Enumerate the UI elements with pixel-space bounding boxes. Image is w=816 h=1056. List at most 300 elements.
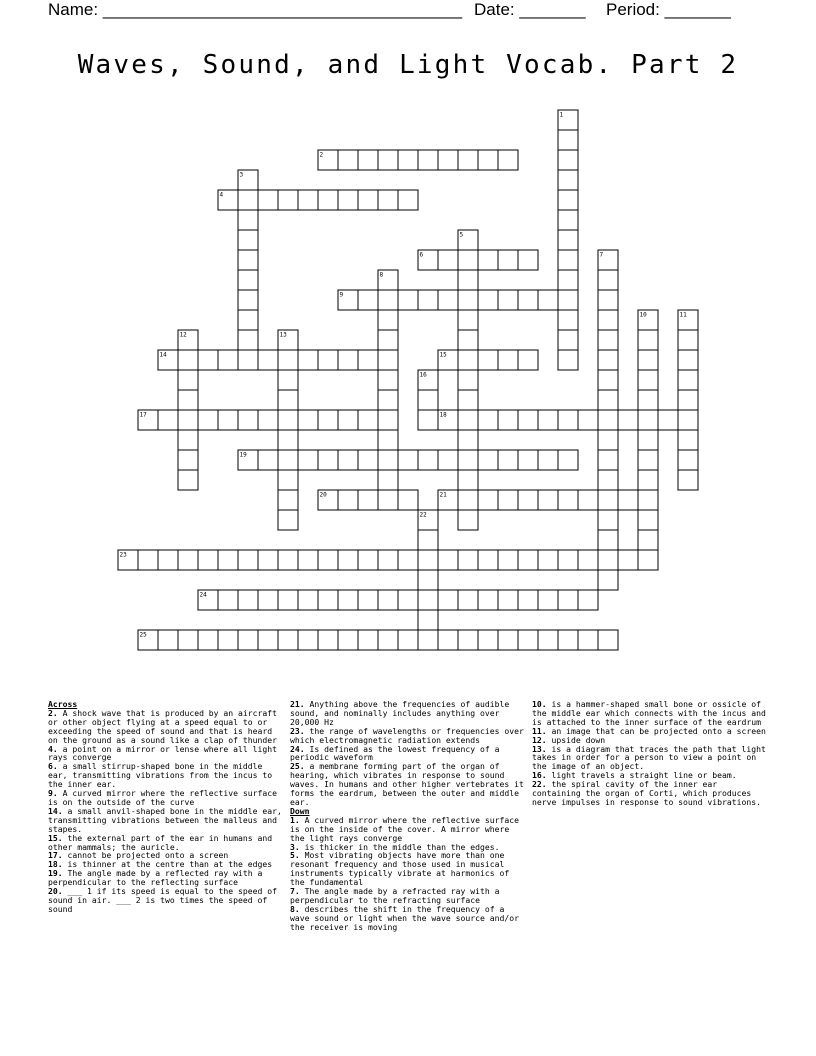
crossword-cell[interactable] [318,350,338,370]
crossword-cell[interactable] [278,190,298,210]
crossword-cell[interactable] [458,250,478,270]
crossword-cell[interactable] [238,210,258,230]
down-heading: Down [290,805,310,816]
crossword-cell[interactable] [478,350,498,370]
crossword-cell[interactable] [458,510,478,530]
crossword-cell[interactable] [258,550,278,570]
clue-number: 14. [48,805,63,816]
crossword-cell[interactable] [158,630,178,650]
crossword-cell[interactable] [558,410,578,430]
cell-number-label: 6 [419,251,424,259]
crossword-cell[interactable] [638,390,658,410]
crossword-cell[interactable] [558,350,578,370]
crossword-cell[interactable] [378,370,398,390]
cell-number-label: 24 [199,591,207,599]
crossword-cell[interactable] [458,350,478,370]
cell-number-label: 9 [339,291,344,299]
crossword-cell[interactable] [458,470,478,490]
clue-text: The angle made by a refracted ray with a perpendicular to the refracting surface [290,886,500,905]
crossword-cell[interactable] [398,150,418,170]
crossword-cell[interactable] [278,490,298,510]
crossword-cell[interactable] [178,390,198,410]
crossword-cell[interactable] [598,270,618,290]
clue-number: 5. [290,850,300,861]
crossword-cell[interactable] [378,150,398,170]
crossword-cell[interactable] [238,350,258,370]
crossword-cell[interactable] [278,510,298,530]
crossword-cell[interactable] [358,350,378,370]
crossword-cell[interactable] [458,410,478,430]
crossword-cell[interactable] [238,290,258,310]
crossword-cell[interactable] [358,150,378,170]
crossword-cell[interactable] [558,630,578,650]
crossword-cell[interactable] [278,390,298,410]
crossword-cell[interactable] [458,430,478,450]
crossword-cell[interactable] [358,450,378,470]
crossword-cell[interactable] [578,590,598,610]
clue-text: A curved mirror where the reflective surface is on the outside of the curve [48,788,278,807]
clue-number: 15. [48,832,63,843]
crossword-cell[interactable] [518,590,538,610]
crossword-cell[interactable] [558,150,578,170]
clue-item [48,709,284,745]
crossword-cell[interactable] [458,390,478,410]
crossword-cell[interactable] [458,310,478,330]
crossword-cell[interactable] [358,190,378,210]
crossword-cell[interactable] [438,250,458,270]
crossword-cell[interactable] [358,630,378,650]
crossword-cell[interactable] [518,290,538,310]
crossword-cell[interactable] [598,470,618,490]
crossword-cell[interactable] [178,350,198,370]
cell-number-label: 25 [139,631,147,639]
down-clue-list [290,816,526,932]
crossword-cell[interactable] [338,630,358,650]
crossword-cell[interactable] [298,410,318,430]
crossword-cell[interactable] [438,550,458,570]
crossword-cell[interactable] [538,290,558,310]
crossword-cell[interactable] [158,550,178,570]
crossword-cell[interactable] [498,590,518,610]
crossword-cell[interactable] [138,550,158,570]
crossword-cell[interactable] [498,630,518,650]
crossword-cell[interactable] [518,490,538,510]
crossword-cell[interactable] [358,410,378,430]
crossword-cell[interactable] [538,450,558,470]
clue-number: 6. [48,761,58,772]
crossword-cell[interactable] [598,310,618,330]
crossword-cell[interactable] [558,590,578,610]
crossword-cell[interactable] [258,450,278,470]
crossword-cell[interactable] [478,450,498,470]
crossword-cell[interactable] [318,450,338,470]
crossword-cell[interactable] [478,630,498,650]
crossword-cell[interactable] [538,630,558,650]
crossword-cell[interactable] [578,630,598,650]
crossword-cell[interactable] [418,630,438,650]
crossword-cell[interactable] [378,550,398,570]
clue-number: 1. [290,814,300,825]
crossword-cell[interactable] [338,150,358,170]
crossword-cell[interactable] [678,410,698,430]
crossword-cell[interactable] [498,150,518,170]
crossword-cell[interactable] [438,290,458,310]
clue-number: 10. [532,699,547,709]
crossword-cell[interactable] [578,410,598,430]
crossword-cell[interactable] [378,410,398,430]
crossword-cell[interactable] [418,450,438,470]
clue-text: A curved mirror where the reflective surface is on the inside of the cover. A mirror where the light rays converge [290,814,520,843]
crossword-cell[interactable] [378,290,398,310]
crossword-cell[interactable] [418,570,438,590]
crossword-cell[interactable] [418,390,438,410]
crossword-cell[interactable] [158,410,178,430]
crossword-cell[interactable] [278,630,298,650]
cell-number-label: 8 [379,271,384,279]
clue-number: 3. [290,841,300,852]
clue-item [48,762,284,789]
crossword-cell[interactable] [178,450,198,470]
crossword-cell[interactable] [518,250,538,270]
crossword-cell[interactable] [458,330,478,350]
crossword-cell[interactable] [338,550,358,570]
crossword-cell[interactable] [558,250,578,270]
crossword-cell[interactable] [598,570,618,590]
crossword-cell[interactable] [558,310,578,330]
clue-item [290,727,526,745]
crossword-cell[interactable] [598,370,618,390]
crossword-cell[interactable] [498,550,518,570]
crossword-cell[interactable] [678,450,698,470]
crossword-cell[interactable] [238,230,258,250]
crossword-cell[interactable] [398,450,418,470]
clue-text: a membrane forming part of the organ of hearing, which vibrates in response to sound waves. In humans and other higher vertebrates it forms the eardrum, between the outer and middle ear. [290,761,524,807]
crossword-cell[interactable] [478,290,498,310]
crossword-cell[interactable] [458,590,478,610]
crossword-cell[interactable] [178,370,198,390]
period-field-label[interactable]: Period: _______ [606,0,731,19]
crossword-cell[interactable] [378,470,398,490]
cell-number-label: 15 [439,351,447,359]
crossword-cell[interactable] [498,250,518,270]
crossword-cell[interactable] [678,350,698,370]
crossword-cell[interactable] [598,390,618,410]
crossword-cell[interactable] [238,590,258,610]
crossword-cell[interactable] [358,490,378,510]
crossword-cell[interactable] [198,550,218,570]
crossword-cell[interactable] [458,630,478,650]
crossword-cell[interactable] [638,410,658,430]
crossword-cell[interactable] [478,590,498,610]
crossword-cell[interactable] [378,490,398,510]
crossword-cell[interactable] [458,150,478,170]
crossword-cell[interactable] [358,290,378,310]
crossword-cell[interactable] [218,590,238,610]
crossword-cell[interactable] [558,210,578,230]
crossword-cell[interactable] [478,250,498,270]
crossword-cell[interactable] [458,370,478,390]
crossword-cell[interactable] [518,550,538,570]
crossword-cell[interactable] [458,270,478,290]
clue-item [290,700,526,727]
crossword-cell[interactable] [638,350,658,370]
crossword-cell[interactable] [278,470,298,490]
crossword-cell[interactable] [218,410,238,430]
crossword-cell[interactable] [598,490,618,510]
crossword-cell[interactable] [418,410,438,430]
crossword-cell[interactable] [258,190,278,210]
crossword-cell[interactable] [178,410,198,430]
crossword-cell[interactable] [338,590,358,610]
crossword-cell[interactable] [598,550,618,570]
cell-number-label: 14 [159,351,167,359]
crossword-cell[interactable] [558,190,578,210]
crossword-cell[interactable] [198,350,218,370]
crossword-cell[interactable] [238,630,258,650]
crossword-cell[interactable] [238,310,258,330]
crossword-cell[interactable] [278,410,298,430]
crossword-cell[interactable] [238,190,258,210]
crossword-cell[interactable] [658,410,678,430]
crossword-cell[interactable] [238,270,258,290]
crossword-cell[interactable] [558,170,578,190]
crossword-cell[interactable] [378,450,398,470]
crossword-cell[interactable] [618,490,638,510]
crossword-cell[interactable] [178,470,198,490]
clue-item [290,851,526,887]
crossword-cell[interactable] [198,410,218,430]
crossword-cell[interactable] [538,410,558,430]
crossword-cell[interactable] [258,630,278,650]
crossword-cell[interactable] [378,590,398,610]
crossword-cell[interactable] [298,450,318,470]
crossword-cell[interactable] [578,550,598,570]
crossword-cell[interactable] [638,530,658,550]
crossword-cell[interactable] [678,470,698,490]
crossword-cell[interactable] [318,550,338,570]
crossword-cell[interactable] [638,370,658,390]
date-field-label[interactable]: Date: _______ [474,0,586,19]
crossword-cell[interactable] [278,590,298,610]
crossword-cell[interactable] [558,230,578,250]
crossword-cell[interactable] [478,150,498,170]
crossword-cell[interactable] [598,330,618,350]
crossword-cell[interactable] [418,590,438,610]
crossword-cell[interactable] [558,290,578,310]
crossword-cell[interactable] [638,490,658,510]
crossword-cell[interactable] [678,370,698,390]
crossword-cell[interactable] [438,150,458,170]
crossword-cell[interactable] [178,630,198,650]
cell-number-label: 17 [139,411,147,419]
crossword-cell[interactable] [258,590,278,610]
clue-number: 7. [290,886,300,897]
crossword-cell[interactable] [398,290,418,310]
crossword-cell[interactable] [438,590,458,610]
crossword-cell[interactable] [678,390,698,410]
crossword-cell[interactable] [258,410,278,430]
crossword-cell[interactable] [638,330,658,350]
crossword-cell[interactable] [398,190,418,210]
crossword-cell[interactable] [418,150,438,170]
crossword-cell[interactable] [298,350,318,370]
crossword-cell[interactable] [218,630,238,650]
crossword-cell[interactable] [458,290,478,310]
crossword-cell[interactable] [478,410,498,430]
crossword-cell[interactable] [598,530,618,550]
crossword-cell[interactable] [278,370,298,390]
crossword-cell[interactable] [638,430,658,450]
clue-text: a small anvil-shaped bone in the middle ear, transmitting vibrations between the malleus and stapes. [48,805,282,834]
crossword-cell[interactable] [338,410,358,430]
crossword-cell[interactable] [258,350,278,370]
crossword-cell[interactable] [418,290,438,310]
clue-number: 22. [532,779,547,790]
crossword-cell[interactable] [318,410,338,430]
puzzle-title: Waves, Sound, and Light Vocab. Part 2 [77,50,739,80]
crossword-cell[interactable] [318,630,338,650]
crossword-cell[interactable] [378,330,398,350]
clue-text: cannot be projected onto a screen [62,850,229,861]
crossword-cell[interactable] [278,550,298,570]
crossword-cell[interactable] [558,550,578,570]
crossword-cell[interactable] [598,450,618,470]
crossword-cell[interactable] [238,330,258,350]
crossword-cell[interactable] [298,630,318,650]
clue-text: is a hammer-shaped small bone or ossicle of the middle ear which connects with the incus and is attached to the inner surface of the eardrum [532,699,766,727]
crossword-cell[interactable] [498,350,518,370]
crossword-cell[interactable] [298,590,318,610]
crossword-cell[interactable] [238,550,258,570]
crossword-cell[interactable] [518,450,538,470]
cell-number-label: 5 [459,231,464,239]
crossword-cell[interactable] [378,430,398,450]
crossword-cell[interactable] [478,490,498,510]
crossword-cell[interactable] [578,490,598,510]
crossword-cell[interactable] [418,610,438,630]
crossword-cell[interactable] [298,190,318,210]
clue-number: 17. [48,850,63,861]
crossword-cell[interactable] [378,390,398,410]
cell-number-label: 7 [599,251,604,259]
crossword-cell[interactable] [338,450,358,470]
crossword-cell[interactable] [438,450,458,470]
crossword-cell[interactable] [538,550,558,570]
crossword-cell[interactable] [638,510,658,530]
crossword-cell[interactable] [398,590,418,610]
clue-item [48,834,284,852]
crossword-cell[interactable] [538,590,558,610]
crossword-cell[interactable] [218,350,238,370]
clue-text: a small stirrup-shaped bone in the middle ear, transmitting vibrations from the incus to the inner ear. [48,761,273,790]
clue-text: the spiral cavity of the inner ear containing the organ of Corti, which produces nerve impulses in response to sound vibrations. [532,779,762,807]
clue-item [532,745,768,772]
crossword-cell[interactable] [458,550,478,570]
crossword-cell[interactable] [518,350,538,370]
crossword-cell[interactable] [558,450,578,470]
crossword-cell[interactable] [318,590,338,610]
crossword-cell[interactable] [478,550,498,570]
crossword-cell[interactable] [558,130,578,150]
crossword-cell[interactable] [358,550,378,570]
crossword-cell[interactable] [198,630,218,650]
crossword-cell[interactable] [178,550,198,570]
crossword-cell[interactable] [498,450,518,470]
crossword-cell[interactable] [458,450,478,470]
crossword-cell[interactable] [378,630,398,650]
crossword-cell[interactable] [558,330,578,350]
crossword-cell[interactable] [498,290,518,310]
crossword-cell[interactable] [278,350,298,370]
cell-number-label: 4 [219,191,224,199]
crossword-cell[interactable] [538,490,558,510]
crossword-cell[interactable] [378,190,398,210]
crossword-cell[interactable] [298,550,318,570]
crossword-cell[interactable] [638,470,658,490]
crossword-cell[interactable] [598,430,618,450]
crossword-cell[interactable] [278,450,298,470]
crossword-cell[interactable] [638,550,658,570]
crossword-cell[interactable] [378,350,398,370]
crossword-cell[interactable] [218,550,238,570]
crossword-cell[interactable] [418,530,438,550]
crossword-cell[interactable] [618,410,638,430]
crossword-cell[interactable] [398,490,418,510]
clue-text: an image that can be projected onto a screen [546,725,766,736]
crossword-cell[interactable] [558,270,578,290]
crossword-cell[interactable] [438,630,458,650]
name-field-label[interactable]: Name: ______________________________________ [48,0,463,19]
crossword-cell[interactable] [358,590,378,610]
crossword-cell[interactable] [638,450,658,470]
across-clue-list-continued [290,700,526,807]
clue-text: light travels a straight line or beam. [546,770,737,781]
crossword-cell[interactable] [598,630,618,650]
cell-number-label: 16 [419,371,427,379]
clue-item [48,887,284,914]
crossword-cell[interactable] [518,630,538,650]
crossword-cell[interactable] [318,190,338,210]
crossword-cell[interactable] [338,490,358,510]
crossword-cell[interactable] [398,550,418,570]
crossword-cell[interactable] [598,410,618,430]
crossword-cell[interactable] [338,190,358,210]
crossword-cell[interactable] [238,410,258,430]
crossword-cell[interactable] [518,410,538,430]
crossword-cell[interactable] [678,430,698,450]
crossword-cell[interactable] [338,350,358,370]
crossword-cell[interactable] [618,550,638,570]
cell-number-label: 2 [319,151,324,159]
crossword-cell[interactable] [598,350,618,370]
crossword-cell[interactable] [398,630,418,650]
crossword-cell[interactable] [498,410,518,430]
crossword-cell[interactable] [458,490,478,510]
crossword-cell[interactable] [278,430,298,450]
crossword-cell[interactable] [558,490,578,510]
crossword-cell[interactable] [418,550,438,570]
crossword-cell[interactable] [378,310,398,330]
crossword-cell[interactable] [598,290,618,310]
crossword-cell[interactable] [498,490,518,510]
crossword-cell[interactable] [238,250,258,270]
crossword-cell[interactable] [598,510,618,530]
crossword-cell[interactable] [178,430,198,450]
crossword-cell[interactable] [678,330,698,350]
clue-text: Most vibrating objects have more than one resonant frequency and those used in musical instruments typically vibrate at harmonics of the fundamental [290,850,510,888]
clue-text: is thicker in the middle than the edges. [299,841,500,852]
clue-text: Anything above the frequencies of audible sound, and nominally includes anything over 20,000 Hz [290,699,510,727]
